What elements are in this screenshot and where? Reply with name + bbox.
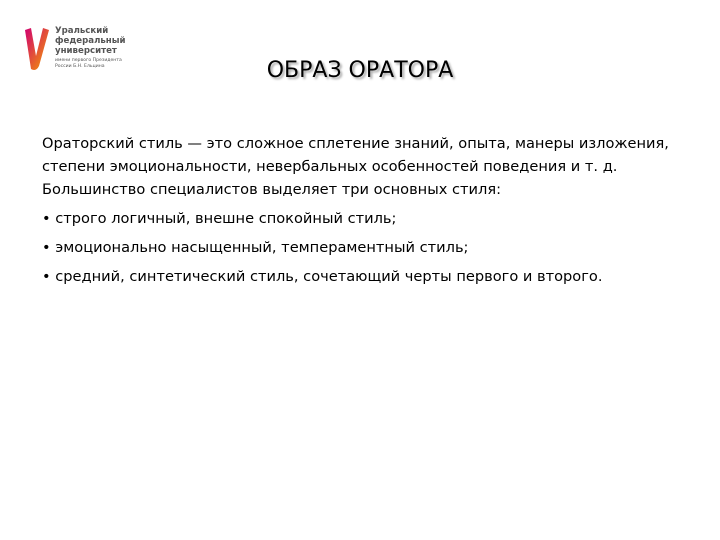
logo-line-1: Уральский bbox=[55, 26, 109, 36]
list-item: • строго логичный, внешне спокойный стиль; bbox=[42, 210, 397, 227]
logo-subline-1: имени первого Президента bbox=[55, 58, 122, 63]
styles-list bbox=[42, 207, 682, 288]
slide-title: ОБРАЗ ОРАТОРА bbox=[266, 58, 454, 83]
list-item: • эмоционально насыщенный, темпераментный стиль; bbox=[42, 239, 469, 256]
intro-paragraph: Ораторский стиль — это сложное сплетение знаний, опыта, манеры изложения, степени эмоциональности, невербальных особенностей поведения и т. д. Большинство специалистов выделяет три основных стиля: bbox=[42, 135, 669, 198]
logo-subline-2: России Б.Н. Ельцина bbox=[55, 64, 105, 69]
list-item: • средний, синтетический стиль, сочетающий черты первого и второго. bbox=[42, 268, 603, 285]
logo-line-2: федеральный bbox=[55, 36, 126, 46]
logo-line-3: университет bbox=[55, 46, 117, 56]
slide-content bbox=[42, 132, 682, 294]
